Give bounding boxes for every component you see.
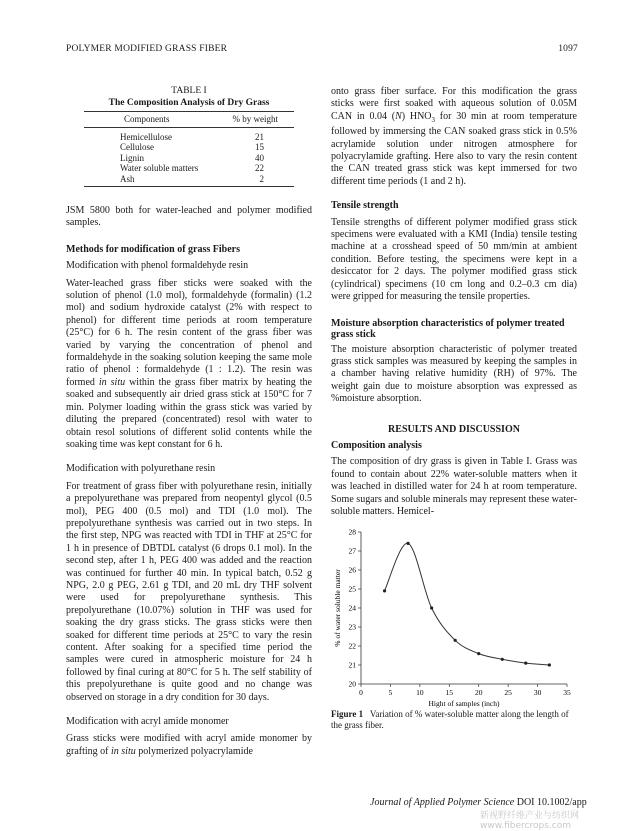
data-point bbox=[477, 652, 480, 655]
y-tick-label: 25 bbox=[348, 584, 356, 594]
heading-results: RESULTS AND DISCUSSION bbox=[388, 423, 520, 435]
table-cell-name: Water soluble matters bbox=[120, 163, 199, 173]
running-title: POLYMER MODIFIED GRASS FIBER bbox=[66, 44, 228, 54]
left-column bbox=[66, 86, 312, 758]
table-header-weight: % by weight bbox=[221, 112, 295, 128]
data-point bbox=[501, 658, 504, 661]
table-cell-value: 40 bbox=[255, 152, 264, 163]
table-cell-value: 15 bbox=[255, 142, 264, 152]
y-tick-label: 24 bbox=[348, 603, 356, 613]
data-point bbox=[454, 639, 457, 642]
running-head bbox=[66, 44, 578, 54]
paragraph-composition: The composition of dry grass is given in Table I. Grass was found to contain about 22% water-soluble matters when it was leached in distilled water for 24 h at room temperature. Some sugars and soluble minerals may represent these water-soluble matters. Hemicel- bbox=[331, 456, 577, 517]
paragraph-acryl-italic: in situ bbox=[111, 745, 136, 757]
x-tick-label: 5 bbox=[388, 688, 393, 698]
paragraph-jsm: JSM 5800 both for water-leached and polymer modified samples. bbox=[66, 205, 312, 229]
paragraph-continuation-subscript: 3 bbox=[431, 115, 436, 124]
table-cell-name: Cellulose bbox=[120, 142, 154, 152]
table-header-components: Components bbox=[84, 112, 221, 128]
figure-caption-text: Variation of % water-soluble matter along the length of the grass fiber. bbox=[331, 709, 569, 731]
table-cell-name: Hemicellulose bbox=[120, 131, 172, 142]
x-tick-label: 0 bbox=[359, 688, 363, 698]
paragraph-phenol bbox=[66, 278, 312, 452]
heading-tensile: Tensile strength bbox=[331, 200, 399, 212]
table-title: The Composition Analysis of Dry Grass bbox=[108, 97, 270, 108]
figure-label: Figure 1 bbox=[331, 709, 364, 720]
paragraph-polyurethane: For treatment of grass fiber with polyurethane resin, initially a prepolyurethane was prepared from neopentyl glycol (0.5 mol), PEG 400 (0.5 mol) and TDI (1.0 mol). The prepolyurethane synthesis was carried out in two steps. In the first step, NPG was reacted with TDI in THF at 25°C for 1 h in presence of DBTDL catalyst (6 drops 0.1 mol). In the second step, after 1 h, PEG 400 was added and the reaction was continued for further 40 min. In typical batch, 0.52 g NPG, 2.0 g PEG, 2.61 g TDI, and 20 mL dry THF solvent were used for prepolyurethane synthesis. This prepolyurethane (10.07%) solution in THF was used for soaking the dry grass sticks. The grass sticks were then soaked for different time periods at 25°C to vary the resin content. After soaking for a specified time period the samples were cured in atmospheric moisture for 24 h followed by final curing at 80°C for 5 h. The self stability of this prepolyurethane is quite good and no change was observed on storage in a dry condition for 30 days. bbox=[66, 480, 312, 703]
x-tick-label: 25 bbox=[504, 688, 512, 698]
composition-table bbox=[84, 111, 294, 187]
paragraph-acryl-part: polymerized polyacrylamide bbox=[135, 745, 253, 757]
paragraph-phenol-part: Water-leached grass fiber sticks were soaked with the solution of phenol (1.0 mol), formaldehyde (formalin) (1.2 mol) and sodium hydroxide catalyst (2% with respect to phenol) for different time periods at room temperature (25°C) for 6 h. The resin content of the grass fiber was varied by varying the concentration of phenol and formaldehyde in the soaking solution keeping the same mole ratio of phenol : formaldehyde (1 : 1.2). The resin was formed bbox=[66, 277, 312, 388]
paragraph-continuation-part: ) HNO bbox=[401, 110, 432, 122]
right-column bbox=[331, 86, 577, 731]
chart-ticks bbox=[349, 528, 572, 698]
heading-composition: Composition analysis bbox=[331, 439, 422, 451]
y-tick-label: 22 bbox=[348, 641, 356, 651]
journal-name: Journal of Applied Polymer Science bbox=[370, 797, 515, 808]
heading-acryl: Modification with acryl amide monomer bbox=[66, 716, 229, 728]
data-point bbox=[548, 664, 551, 667]
paragraph-phenol-part: within the grass fiber matrix by heating the soaked and subsequently air dried grass stick at 150°C for 7 min. Polymer loading within the grass stick was varied by diluting the prepared (concentrated) resol with water to obtain resol solutions of different solid contents while the soaking time was kept constant for 6 h. bbox=[66, 376, 312, 450]
table-cell-name: Ash bbox=[84, 174, 221, 187]
doi: DOI 10.1002/app bbox=[516, 797, 587, 808]
heading-polyurethane: Modification with polyurethane resin bbox=[66, 463, 216, 475]
watermark: 新视野纤维产业与纺织网 www.fibercrops.com bbox=[480, 811, 580, 831]
heading-moisture: Moisture absorption characteristics of polymer treated grass stick bbox=[331, 317, 565, 340]
paragraph-continuation-italic: N bbox=[395, 110, 402, 122]
paragraph-continuation bbox=[331, 86, 577, 188]
table-cell-value: 22 bbox=[255, 163, 264, 173]
paragraph-moisture: The moisture absorption characteristic of polymer treated grass stick samples was measured by keeping the samples in a chamber having relative humidity (RH) of 97%. The weight gain due to moisture absorption was expressed as %moisture absorption. bbox=[331, 343, 577, 405]
table-cell-name: Lignin bbox=[120, 152, 144, 163]
paragraph-phenol-italic: in situ bbox=[98, 376, 126, 388]
footer bbox=[370, 797, 587, 808]
table-cell-value: 21 bbox=[255, 131, 264, 142]
table-row bbox=[84, 153, 294, 164]
data-point bbox=[430, 607, 433, 610]
figure-caption bbox=[331, 709, 577, 731]
table-caption bbox=[84, 86, 294, 109]
paragraph-acryl-part: Grass sticks were modified with acryl amide monomer by grafting of bbox=[66, 733, 312, 757]
figure-1 bbox=[331, 524, 577, 709]
paragraph-acryl bbox=[66, 733, 312, 758]
data-point bbox=[383, 590, 386, 593]
y-tick-label: 28 bbox=[348, 527, 356, 537]
y-axis-label: % of water soluble matter bbox=[333, 569, 342, 648]
x-tick-label: 35 bbox=[563, 688, 571, 698]
paragraph-continuation-part: for 30 min at room temperature followed by immersing the CAN soaked grass stick in 0.5% acrylamide solution under nitrogen atmosphere for polyacrylamide grafting. Here also to vary the resin content the CAN treated grass stick was kept immersed for two different time periods (1 and 2 h). bbox=[331, 110, 577, 187]
chart-axes bbox=[361, 532, 567, 684]
heading-phenol: Modification with phenol formaldehyde resin bbox=[66, 260, 249, 272]
y-tick-label: 20 bbox=[348, 679, 356, 689]
x-axis-label: Hight of samples (inch) bbox=[428, 699, 500, 709]
table-cell-value: 2 bbox=[221, 174, 295, 187]
paragraph-continuation-part: onto grass fiber surface. For this modification the grass sticks were first soaked with aqueous solution of 0.05M CAN in 0.04 ( bbox=[331, 86, 577, 122]
series-curve bbox=[385, 544, 550, 666]
x-tick-label: 10 bbox=[416, 688, 424, 698]
table-row bbox=[84, 142, 294, 153]
table-row bbox=[84, 174, 294, 187]
x-tick-label: 15 bbox=[445, 688, 454, 698]
x-tick-label: 20 bbox=[474, 688, 483, 698]
page-number: 1097 bbox=[558, 44, 578, 54]
line-chart bbox=[331, 524, 577, 709]
y-tick-label: 27 bbox=[348, 546, 356, 556]
table-label: TABLE I bbox=[171, 86, 207, 96]
y-tick-label: 26 bbox=[348, 565, 356, 575]
table-row bbox=[84, 127, 294, 142]
paragraph-tensile: Tensile strengths of different polymer modified grass stick specimens were evaluated with a KMI (India) tensile testing machine at a crosshead speed of 50 mm/min at ambient condition. Before testing, the specimens were kept in a desiccator for 2 days. The polymer modified grass stick (cylindrical) specimens (10 cm long and 0.2–0.3 cm dia) were gripped for measuring the tensile properties. bbox=[331, 216, 577, 303]
y-tick-label: 21 bbox=[348, 660, 356, 670]
x-tick-label: 30 bbox=[533, 688, 542, 698]
data-point bbox=[524, 662, 527, 665]
heading-methods: Methods for modification of grass Fibers bbox=[66, 243, 240, 255]
y-tick-label: 23 bbox=[348, 622, 356, 632]
table-row bbox=[84, 163, 294, 174]
data-point bbox=[406, 542, 409, 545]
